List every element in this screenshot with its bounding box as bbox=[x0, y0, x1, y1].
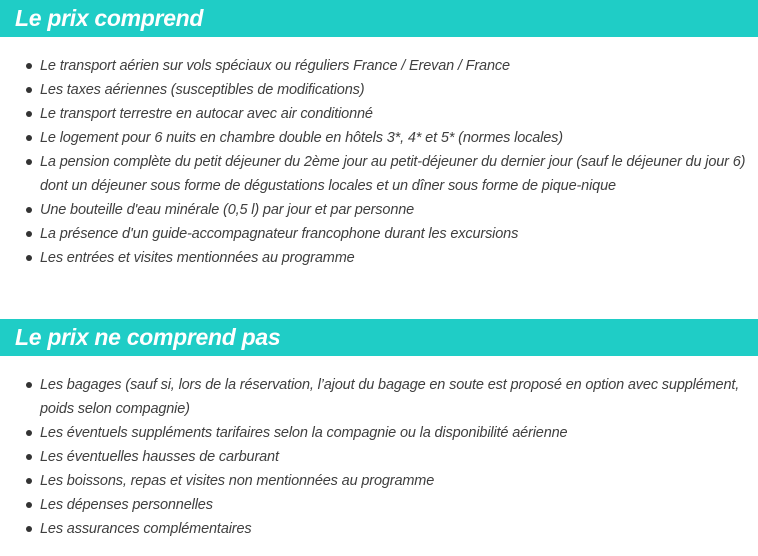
included-header bbox=[0, 0, 758, 37]
list-item bbox=[0, 78, 758, 102]
not-included-title: Le prix ne comprend pas bbox=[15, 324, 281, 350]
bullet-icon bbox=[26, 63, 32, 69]
list-item bbox=[0, 445, 758, 469]
list-item bbox=[0, 421, 758, 445]
list-item-text: Les bagages (sauf si, lors de la réservation, l’ajout du bagage en soute est proposé en option avec supplément, poids selon compagnie) bbox=[40, 377, 740, 417]
bullet-icon bbox=[26, 159, 32, 165]
list-item bbox=[0, 102, 758, 126]
list-item-text: Les assurances complémentaires bbox=[40, 521, 252, 537]
list-item-text: La pension complète du petit déjeuner du 2ème jour au petit-déjeuner du dernier jour (sauf le déjeuner du jour 6) dont un déjeuner sous forme de dégustations locales et un dîner sous forme de pique-nique bbox=[40, 154, 746, 194]
list-item-text: Les taxes aériennes (susceptibles de modifications) bbox=[40, 82, 365, 98]
not-included-header bbox=[0, 319, 758, 356]
included-title: Le prix comprend bbox=[15, 5, 204, 31]
bullet-icon bbox=[26, 87, 32, 93]
list-item bbox=[0, 222, 758, 246]
list-item-text: Le transport terrestre en autocar avec air conditionné bbox=[40, 106, 373, 122]
list-item bbox=[0, 198, 758, 222]
bullet-icon bbox=[26, 231, 32, 237]
list-item bbox=[0, 126, 758, 150]
bullet-icon bbox=[26, 135, 32, 141]
list-item-text: Les boissons, repas et visites non mentionnées au programme bbox=[40, 473, 435, 489]
bullet-icon bbox=[26, 255, 32, 261]
list-item bbox=[0, 517, 758, 541]
list-item-text: Les entrées et visites mentionnées au programme bbox=[40, 250, 355, 266]
list-item-text: La présence d'un guide-accompagnateur francophone durant les excursions bbox=[40, 226, 519, 242]
list-item bbox=[0, 373, 758, 421]
list-item-text: Les éventuelles hausses de carburant bbox=[40, 449, 279, 465]
list-item-text: Les dépenses personnelles bbox=[40, 497, 213, 513]
bullet-icon bbox=[26, 502, 32, 508]
list-item bbox=[0, 493, 758, 517]
bullet-icon bbox=[26, 382, 32, 388]
included-section bbox=[0, 0, 758, 270]
bullet-icon bbox=[26, 478, 32, 484]
bullet-icon bbox=[26, 207, 32, 213]
not-included-section bbox=[0, 319, 758, 541]
list-item bbox=[0, 54, 758, 78]
list-item-text: Les éventuels suppléments tarifaires selon la compagnie ou la disponibilité aérienne bbox=[40, 425, 568, 441]
bullet-icon bbox=[26, 454, 32, 460]
list-item bbox=[0, 150, 758, 198]
list-item bbox=[0, 469, 758, 493]
list-item-text: Le logement pour 6 nuits en chambre double en hôtels 3*, 4* et 5* (normes locales) bbox=[40, 130, 563, 146]
bullet-icon bbox=[26, 111, 32, 117]
not-included-list bbox=[0, 373, 758, 541]
list-item bbox=[0, 246, 758, 270]
list-item-text: Le transport aérien sur vols spéciaux ou réguliers France / Erevan / France bbox=[40, 58, 510, 74]
bullet-icon bbox=[26, 430, 32, 436]
bullet-icon bbox=[26, 526, 32, 532]
list-item-text: Une bouteille d'eau minérale (0,5 l) par jour et par personne bbox=[40, 202, 415, 218]
included-list bbox=[0, 54, 758, 270]
